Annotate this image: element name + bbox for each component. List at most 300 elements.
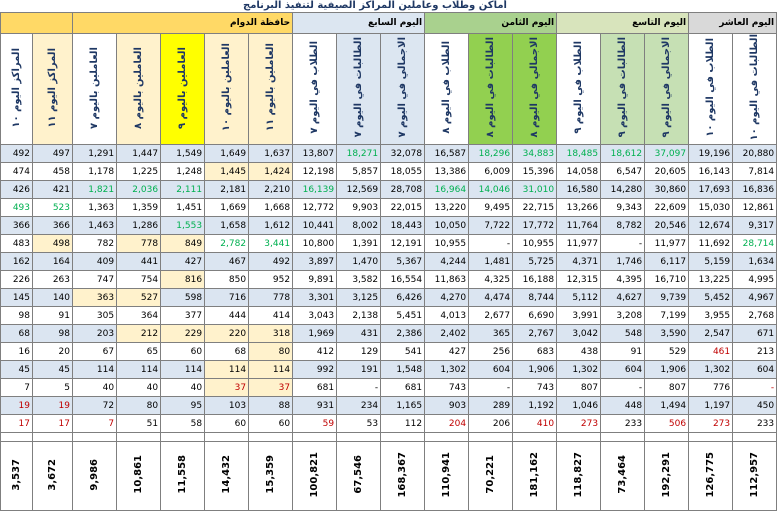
table-row bbox=[1, 199, 777, 217]
total-value: 110,941 bbox=[441, 451, 453, 498]
table-cell: 5,857 bbox=[337, 163, 381, 181]
table-cell: 273 bbox=[689, 415, 733, 433]
column-header bbox=[117, 34, 161, 145]
table-cell: 7,814 bbox=[733, 163, 777, 181]
table-cell: 12,315 bbox=[557, 271, 601, 289]
table-cell: 31,010 bbox=[513, 181, 557, 199]
column-header-label: العاملين باليوم ١٠ bbox=[221, 43, 233, 132]
table-cell: 903 bbox=[425, 397, 469, 415]
table-cell: 5 bbox=[33, 379, 73, 397]
table-cell: 3,991 bbox=[557, 307, 601, 325]
total-cell bbox=[117, 442, 161, 511]
table-cell: 8,782 bbox=[601, 217, 645, 235]
table-cell: 80 bbox=[117, 397, 161, 415]
column-header bbox=[249, 34, 293, 145]
column-header bbox=[557, 34, 601, 145]
table-cell: 11,977 bbox=[557, 235, 601, 253]
table-row bbox=[1, 415, 777, 433]
table-cell: 1,821 bbox=[73, 181, 117, 199]
table-cell: 65 bbox=[117, 343, 161, 361]
table-cell: 1,445 bbox=[205, 163, 249, 181]
table-cell: 60 bbox=[161, 343, 205, 361]
table-cell: 3,955 bbox=[689, 307, 733, 325]
table-cell: 497 bbox=[33, 145, 73, 163]
table-row bbox=[1, 307, 777, 325]
column-header-label: العاملين باليوم ٩ bbox=[177, 46, 189, 129]
table-cell: 5,112 bbox=[557, 289, 601, 307]
table-cell: 3,582 bbox=[337, 271, 381, 289]
table-cell: 45 bbox=[1, 361, 33, 379]
table-cell: 17 bbox=[1, 415, 33, 433]
table-cell: 5,159 bbox=[689, 253, 733, 271]
column-header bbox=[337, 34, 381, 145]
table-cell: 58 bbox=[161, 415, 205, 433]
total-cell bbox=[33, 442, 73, 511]
table-cell: 91 bbox=[33, 307, 73, 325]
spacer-cell bbox=[689, 433, 733, 442]
table-cell: 114 bbox=[117, 361, 161, 379]
group-header-day10: اليوم العاشر bbox=[689, 13, 777, 34]
table-cell: 377 bbox=[161, 307, 205, 325]
table-cell: 2,210 bbox=[249, 181, 293, 199]
table-cell: 10,441 bbox=[293, 217, 337, 235]
table-row bbox=[1, 397, 777, 415]
table-cell: 16,143 bbox=[689, 163, 733, 181]
table-cell: 754 bbox=[117, 271, 161, 289]
table-cell: 1,178 bbox=[73, 163, 117, 181]
total-cell bbox=[601, 442, 645, 511]
table-cell: 816 bbox=[161, 271, 205, 289]
table-cell: 6,547 bbox=[601, 163, 645, 181]
table-cell: 527 bbox=[117, 289, 161, 307]
table-cell: 59 bbox=[293, 415, 337, 433]
table-cell: 467 bbox=[205, 253, 249, 271]
column-header-row bbox=[1, 34, 777, 145]
table-cell: 60 bbox=[205, 415, 249, 433]
table-cell: 40 bbox=[117, 379, 161, 397]
total-value: 14,432 bbox=[221, 455, 233, 494]
table-row bbox=[1, 361, 777, 379]
table-cell: 9,891 bbox=[293, 271, 337, 289]
table-cell: 444 bbox=[205, 307, 249, 325]
table-cell: 4,474 bbox=[469, 289, 513, 307]
table-cell: 13,225 bbox=[689, 271, 733, 289]
spacer-cell bbox=[645, 433, 689, 442]
table-cell: 1,302 bbox=[689, 361, 733, 379]
spacer-cell bbox=[557, 433, 601, 442]
table-cell: 438 bbox=[557, 343, 601, 361]
table-cell: 19 bbox=[33, 397, 73, 415]
table-cell: 931 bbox=[293, 397, 337, 415]
total-cell bbox=[645, 442, 689, 511]
table-cell: 598 bbox=[161, 289, 205, 307]
table-cell: 14,046 bbox=[469, 181, 513, 199]
total-cell bbox=[469, 442, 513, 511]
table-cell: 1,046 bbox=[557, 397, 601, 415]
table-cell: 20,605 bbox=[645, 163, 689, 181]
table-cell: 9,739 bbox=[645, 289, 689, 307]
table-cell: 2,386 bbox=[381, 325, 425, 343]
table-cell: 191 bbox=[337, 361, 381, 379]
spacer-cell bbox=[161, 433, 205, 442]
spacer-cell bbox=[1, 433, 33, 442]
table-cell: 19 bbox=[1, 397, 33, 415]
table-cell: 6,426 bbox=[381, 289, 425, 307]
total-value: 3,672 bbox=[47, 458, 58, 491]
table-cell: 493 bbox=[1, 199, 33, 217]
table-cell: 34,883 bbox=[513, 145, 557, 163]
table-cell: 1,391 bbox=[337, 235, 381, 253]
table-cell: 1,248 bbox=[161, 163, 205, 181]
table-cell: 421 bbox=[33, 181, 73, 199]
total-cell bbox=[249, 442, 293, 511]
table-cell: 492 bbox=[249, 253, 293, 271]
table-row bbox=[1, 379, 777, 397]
column-header bbox=[293, 34, 337, 145]
table-cell: 409 bbox=[73, 253, 117, 271]
table-cell: - bbox=[733, 379, 777, 397]
table-cell: 427 bbox=[161, 253, 205, 271]
table-cell: 22,609 bbox=[645, 199, 689, 217]
table-cell: 234 bbox=[337, 397, 381, 415]
table-cell: - bbox=[469, 235, 513, 253]
table-cell: 604 bbox=[601, 361, 645, 379]
totals-row bbox=[1, 442, 777, 511]
column-header bbox=[733, 34, 777, 145]
table-cell: 450 bbox=[733, 397, 777, 415]
table-cell: 22,015 bbox=[381, 199, 425, 217]
table-cell: 2,768 bbox=[733, 307, 777, 325]
table-cell: 145 bbox=[1, 289, 33, 307]
table-cell: 1,470 bbox=[337, 253, 381, 271]
table-row bbox=[1, 181, 777, 199]
column-header-label: العاملين باليوم ٧ bbox=[89, 46, 101, 129]
column-header-label: الطلاب في اليوم ٧ bbox=[309, 41, 321, 134]
table-cell: 1,447 bbox=[117, 145, 161, 163]
table-cell: 952 bbox=[249, 271, 293, 289]
table-cell: 220 bbox=[205, 325, 249, 343]
table-cell: 366 bbox=[33, 217, 73, 235]
table-cell: 3,042 bbox=[557, 325, 601, 343]
table-cell: 747 bbox=[73, 271, 117, 289]
table-cell: 426 bbox=[1, 181, 33, 199]
table-cell: 8,744 bbox=[513, 289, 557, 307]
table-cell: 13,220 bbox=[425, 199, 469, 217]
table-cell: 9,495 bbox=[469, 199, 513, 217]
table-cell: 4,395 bbox=[601, 271, 645, 289]
spacer-cell bbox=[73, 433, 117, 442]
table-cell: 72 bbox=[73, 397, 117, 415]
column-header-label: الطالبات في اليوم ٨ bbox=[485, 37, 497, 138]
table-cell: 16,188 bbox=[513, 271, 557, 289]
table-cell: 13,266 bbox=[557, 199, 601, 217]
table-cell: 4,325 bbox=[469, 271, 513, 289]
table-cell: 16,587 bbox=[425, 145, 469, 163]
total-value: 15,359 bbox=[265, 455, 277, 494]
table-cell: 19,196 bbox=[689, 145, 733, 163]
table-cell: 103 bbox=[205, 397, 249, 415]
column-header bbox=[381, 34, 425, 145]
table-cell: 12,198 bbox=[293, 163, 337, 181]
table-cell: 1,481 bbox=[469, 253, 513, 271]
table-cell: 203 bbox=[73, 325, 117, 343]
table-cell: 483 bbox=[1, 235, 33, 253]
table-cell: 28,708 bbox=[381, 181, 425, 199]
table-cell: 10,955 bbox=[513, 235, 557, 253]
table-cell: 95 bbox=[161, 397, 205, 415]
table-cell: 22,715 bbox=[513, 199, 557, 217]
total-cell bbox=[1, 442, 33, 511]
table-cell: 98 bbox=[1, 307, 33, 325]
table-cell: 204 bbox=[425, 415, 469, 433]
table-cell: 681 bbox=[293, 379, 337, 397]
table-cell: 474 bbox=[1, 163, 33, 181]
column-header bbox=[689, 34, 733, 145]
table-cell: 16 bbox=[1, 343, 33, 361]
table-cell: 1,286 bbox=[117, 217, 161, 235]
table-cell: 541 bbox=[381, 343, 425, 361]
table-cell: 273 bbox=[557, 415, 601, 433]
table-cell: 548 bbox=[601, 325, 645, 343]
table-cell: 13,386 bbox=[425, 163, 469, 181]
column-header bbox=[1, 34, 33, 145]
table-cell: 2,036 bbox=[117, 181, 161, 199]
group-header-day7: اليوم السابع bbox=[293, 13, 425, 34]
table-cell: 4,371 bbox=[557, 253, 601, 271]
table-cell: 18,296 bbox=[469, 145, 513, 163]
table-cell: 16,580 bbox=[557, 181, 601, 199]
table-row bbox=[1, 271, 777, 289]
table-cell: 1,225 bbox=[117, 163, 161, 181]
table-cell: 1,463 bbox=[73, 217, 117, 235]
table-cell: 431 bbox=[337, 325, 381, 343]
table-cell: 1,906 bbox=[645, 361, 689, 379]
table-cell: 16,964 bbox=[425, 181, 469, 199]
table-cell: 37 bbox=[205, 379, 249, 397]
table-cell: 263 bbox=[33, 271, 73, 289]
table-cell: 412 bbox=[293, 343, 337, 361]
table-cell: 1,197 bbox=[689, 397, 733, 415]
table-cell: 16,710 bbox=[645, 271, 689, 289]
total-cell bbox=[733, 442, 777, 511]
table-row bbox=[1, 289, 777, 307]
table-cell: 3,590 bbox=[645, 325, 689, 343]
table-cell: 3,441 bbox=[249, 235, 293, 253]
total-cell bbox=[689, 442, 733, 511]
table-cell: 776 bbox=[689, 379, 733, 397]
table-cell: 5,725 bbox=[513, 253, 557, 271]
table-cell: - bbox=[601, 235, 645, 253]
column-header bbox=[601, 34, 645, 145]
table-cell: 2,181 bbox=[205, 181, 249, 199]
table-cell: 683 bbox=[513, 343, 557, 361]
spacer-cell bbox=[733, 433, 777, 442]
table-cell: 8,002 bbox=[337, 217, 381, 235]
table-row bbox=[1, 253, 777, 271]
table-cell: 6,117 bbox=[645, 253, 689, 271]
total-value: 100,821 bbox=[309, 451, 321, 498]
table-cell: 10,800 bbox=[293, 235, 337, 253]
column-header bbox=[33, 34, 73, 145]
total-value: 168,367 bbox=[397, 451, 409, 498]
table-cell: 129 bbox=[337, 343, 381, 361]
table-cell: 4,013 bbox=[425, 307, 469, 325]
table-cell: 1,668 bbox=[249, 199, 293, 217]
table-cell: 364 bbox=[117, 307, 161, 325]
table-cell: 716 bbox=[205, 289, 249, 307]
table-cell: 114 bbox=[205, 361, 249, 379]
table-cell: 778 bbox=[249, 289, 293, 307]
table-cell: 410 bbox=[513, 415, 557, 433]
table-cell: 14,280 bbox=[601, 181, 645, 199]
table-cell: 14,058 bbox=[557, 163, 601, 181]
table-cell: 11,977 bbox=[645, 235, 689, 253]
table-cell: 4,270 bbox=[425, 289, 469, 307]
table-cell: 318 bbox=[249, 325, 293, 343]
spacer-cell bbox=[425, 433, 469, 442]
table-cell: 782 bbox=[73, 235, 117, 253]
table-cell: 1,424 bbox=[249, 163, 293, 181]
group-header-row bbox=[1, 13, 777, 34]
spacer-cell bbox=[337, 433, 381, 442]
total-value: 10,861 bbox=[133, 455, 145, 494]
table-cell: 1,302 bbox=[557, 361, 601, 379]
column-header-label: الطلاب في اليوم ١٠ bbox=[705, 38, 717, 137]
table-body bbox=[1, 145, 777, 511]
table-cell: 18,271 bbox=[337, 145, 381, 163]
table-cell: 305 bbox=[73, 307, 117, 325]
column-header-label: الطلاب في اليوم ٨ bbox=[441, 41, 453, 134]
table-cell: 3,043 bbox=[293, 307, 337, 325]
table-cell: 226 bbox=[1, 271, 33, 289]
table-cell: 12,772 bbox=[293, 199, 337, 217]
table-cell: 2,767 bbox=[513, 325, 557, 343]
spacer-cell bbox=[601, 433, 645, 442]
table-cell: 256 bbox=[469, 343, 513, 361]
table-cell: - bbox=[337, 379, 381, 397]
table-cell: 1,291 bbox=[73, 145, 117, 163]
spacer-cell bbox=[513, 433, 557, 442]
column-header-label: المراكز اليوم ١١ bbox=[47, 47, 58, 128]
table-cell: 18,055 bbox=[381, 163, 425, 181]
table-row bbox=[1, 217, 777, 235]
table-cell: 60 bbox=[249, 415, 293, 433]
table-cell: 1,634 bbox=[733, 253, 777, 271]
table-cell: 6,009 bbox=[469, 163, 513, 181]
table-cell: 366 bbox=[1, 217, 33, 235]
table-cell: 2,677 bbox=[469, 307, 513, 325]
table-row bbox=[1, 145, 777, 163]
table-cell: 37 bbox=[249, 379, 293, 397]
table-cell: 98 bbox=[33, 325, 73, 343]
table-cell: 3,208 bbox=[601, 307, 645, 325]
total-cell bbox=[161, 442, 205, 511]
table-cell: 12,674 bbox=[689, 217, 733, 235]
table-cell: 233 bbox=[601, 415, 645, 433]
table-cell: 80 bbox=[249, 343, 293, 361]
table-cell: 32,078 bbox=[381, 145, 425, 163]
column-header bbox=[513, 34, 557, 145]
table-cell: 3,897 bbox=[293, 253, 337, 271]
table-cell: 11,863 bbox=[425, 271, 469, 289]
table-cell: 18,612 bbox=[601, 145, 645, 163]
table-cell: 458 bbox=[33, 163, 73, 181]
table-cell: 7,199 bbox=[645, 307, 689, 325]
table-cell: 233 bbox=[733, 415, 777, 433]
table-cell: 13,807 bbox=[293, 145, 337, 163]
table-cell: 20,880 bbox=[733, 145, 777, 163]
table-cell: 10,050 bbox=[425, 217, 469, 235]
spacer-cell bbox=[249, 433, 293, 442]
table-row bbox=[1, 343, 777, 361]
table-cell: 2,111 bbox=[161, 181, 205, 199]
table-cell: 17,772 bbox=[513, 217, 557, 235]
table-cell: - bbox=[601, 379, 645, 397]
table-cell: 4,995 bbox=[733, 271, 777, 289]
table-cell: 1,637 bbox=[249, 145, 293, 163]
total-cell bbox=[205, 442, 249, 511]
table-cell: 427 bbox=[425, 343, 469, 361]
table-cell: 448 bbox=[601, 397, 645, 415]
table-row bbox=[1, 235, 777, 253]
table-cell: 30,860 bbox=[645, 181, 689, 199]
table-cell: 114 bbox=[249, 361, 293, 379]
column-header bbox=[469, 34, 513, 145]
total-cell bbox=[381, 442, 425, 511]
table-cell: 9,317 bbox=[733, 217, 777, 235]
table-cell: 743 bbox=[425, 379, 469, 397]
table-cell: 6,690 bbox=[513, 307, 557, 325]
table-cell: 16,554 bbox=[381, 271, 425, 289]
spacer-cell bbox=[381, 433, 425, 442]
table-cell: 1,192 bbox=[513, 397, 557, 415]
table-cell: 289 bbox=[469, 397, 513, 415]
column-header bbox=[645, 34, 689, 145]
table-cell: 1,612 bbox=[249, 217, 293, 235]
table-cell: 18,485 bbox=[557, 145, 601, 163]
column-header bbox=[205, 34, 249, 145]
spacer-cell bbox=[33, 433, 73, 442]
table-cell: 7 bbox=[73, 415, 117, 433]
table-cell: 2,138 bbox=[337, 307, 381, 325]
column-header-label: الطالبات في اليوم ٩ bbox=[617, 37, 629, 138]
table-cell: 88 bbox=[249, 397, 293, 415]
table-cell: 206 bbox=[469, 415, 513, 433]
table-cell: 778 bbox=[117, 235, 161, 253]
table-cell: 7,722 bbox=[469, 217, 513, 235]
table-cell: 523 bbox=[33, 199, 73, 217]
group-header-day9: اليوم التاسع bbox=[557, 13, 689, 34]
table-cell: 1,969 bbox=[293, 325, 337, 343]
table-cell: 441 bbox=[117, 253, 161, 271]
total-value: 3,537 bbox=[11, 458, 22, 491]
column-header-label: الطالبات في اليوم ٧ bbox=[353, 37, 365, 138]
table-cell: 506 bbox=[645, 415, 689, 433]
total-value: 9,986 bbox=[89, 458, 101, 491]
table-cell: 1,658 bbox=[205, 217, 249, 235]
total-value: 112,957 bbox=[749, 451, 761, 498]
column-header-label: الطلاب في اليوم ٩ bbox=[573, 41, 585, 134]
spacer-cell bbox=[117, 433, 161, 442]
spacer-cell bbox=[469, 433, 513, 442]
table-cell: 5,452 bbox=[689, 289, 733, 307]
column-header-label: الاجمالي في اليوم ٧ bbox=[397, 37, 409, 138]
table-cell: 17 bbox=[33, 415, 73, 433]
table-cell: 91 bbox=[601, 343, 645, 361]
group-header-day8: اليوم الثامن bbox=[425, 13, 557, 34]
table-cell: 53 bbox=[337, 415, 381, 433]
table-row bbox=[1, 163, 777, 181]
